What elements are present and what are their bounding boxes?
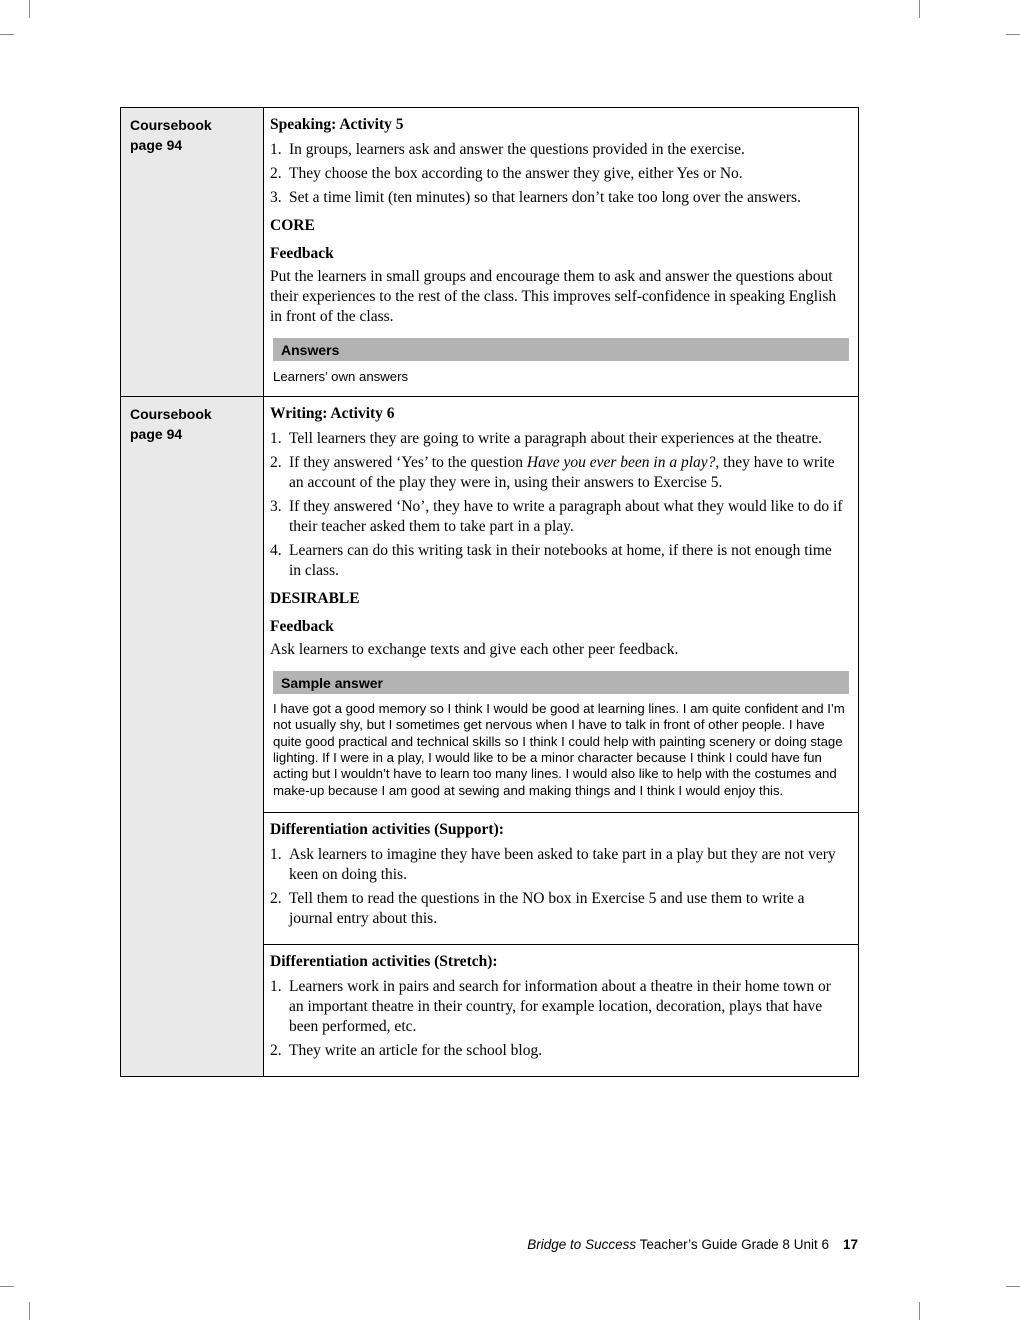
list-text: Tell learners they are going to write a paragraph about their experiences at the theatre.	[289, 430, 822, 447]
list-item	[270, 453, 849, 493]
activity-5-cell	[264, 108, 858, 397]
activity-5-section	[264, 108, 858, 396]
activity-heading: Speaking: Activity 5	[270, 116, 404, 133]
crop-mark	[0, 34, 14, 35]
crop-mark	[1006, 1286, 1020, 1287]
list-text: Set a time limit (ten minutes) so that learners don’t take too long over the answers.	[289, 188, 801, 206]
list-number: 4.	[270, 541, 282, 559]
feedback-text: Put the learners in small groups and encourage them to ask and answer the questions about their experiences to the rest of the class. This improves self-confidence in speaking English in front of the class.	[270, 267, 837, 325]
list-item	[270, 541, 849, 581]
crop-mark	[29, 0, 30, 18]
activity-6-cell	[264, 397, 858, 1076]
feedback-text: Ask learners to exchange texts and give each other peer feedback.	[270, 640, 679, 658]
list-text: Learners work in pairs and search for information about a theatre in their home town or an important theatre in their country, for example location, decoration, plays that have been performed, etc.	[289, 977, 831, 1035]
differentiation-stretch-section	[264, 944, 858, 1076]
list-item	[270, 429, 849, 449]
page-footer	[527, 1237, 858, 1252]
list-text: They choose the box according to the answer they give, either Yes or No.	[289, 164, 743, 182]
list-text: Ask learners to imagine they have been asked to take part in a play but they are not very keen on doing this.	[289, 845, 836, 883]
crop-mark	[29, 1302, 30, 1320]
list-item	[270, 977, 849, 1037]
desirable-label: DESIRABLE	[270, 589, 360, 607]
list-text: Tell them to read the questions in the NO box in Exercise 5 and use them to write a journal entry about this.	[289, 889, 805, 927]
list-number: 2.	[270, 453, 282, 471]
list-number: 1.	[270, 430, 282, 447]
book-title: Bridge to Success	[527, 1237, 637, 1252]
activity-6-section	[264, 397, 858, 812]
list-number: 2.	[270, 889, 282, 907]
list-item	[270, 164, 849, 184]
sample-answer-text: I have got a good memory so I think I would be good at learning lines. I am quite confident and I’m not usually shy, but I sometimes get nervous when I have to talk in front of other people. I have quite good practical and technical skills so I think I could help with painting scenery or doing stage lighting. If I were in a play, I would like to be a minor character because I think I could have fun acting but I wouldn’t have to learn too many lines. I would also like to help with the costumes and make-up because I am good at sewing and making things and I think I would enjoy this.	[273, 700, 845, 798]
crop-mark	[919, 1302, 920, 1320]
core-label: CORE	[270, 216, 315, 234]
coursebook-page: page 94	[130, 136, 183, 153]
list-item	[270, 188, 849, 208]
list-item	[270, 845, 849, 885]
coursebook-label: Coursebook	[130, 406, 212, 423]
list-item	[270, 889, 849, 929]
list-item	[270, 497, 849, 537]
crop-mark	[0, 1286, 14, 1287]
feedback-heading: Feedback	[270, 244, 334, 262]
list-text: They write an article for the school blog.	[289, 1041, 543, 1059]
list-number: 1.	[270, 845, 282, 863]
coursebook-label: Coursebook	[130, 117, 212, 133]
support-heading: Differentiation activities (Support):	[270, 821, 504, 838]
feedback-heading: Feedback	[270, 617, 334, 635]
page-number: 17	[842, 1237, 858, 1252]
crop-mark	[919, 0, 920, 18]
sample-answer-bar: Sample answer	[273, 671, 849, 694]
lesson-table	[120, 107, 859, 1077]
question-title-italic: Have you ever been in a play?	[526, 453, 716, 471]
list-number: 2.	[270, 1041, 282, 1059]
list-text: Learners can do this writing task in their notebooks at home, if there is not enough time in class.	[289, 541, 832, 579]
stretch-heading: Differentiation activities (Stretch):	[270, 952, 498, 970]
crop-mark	[1006, 34, 1020, 35]
coursebook-ref-row1	[121, 108, 264, 397]
answers-bar: Answers	[273, 338, 849, 361]
coursebook-ref-row2	[121, 397, 264, 1076]
list-item	[270, 140, 849, 160]
activity-heading: Writing: Activity 6	[270, 405, 395, 423]
answers-text: Learners’ own answers	[273, 368, 409, 384]
footer-text: Teacher’s Guide Grade 8 Unit 6	[636, 1237, 829, 1252]
list-number: 3.	[270, 188, 282, 206]
list-text: If they answered ‘Yes’ to the question Have you ever been in a play?, they have to write an account of the play they were in, using their answers to Exercise 5.	[289, 453, 835, 491]
list-text: If they answered ‘No’, they have to write a paragraph about what they would like to do if their teacher asked them to take part in a play.	[289, 497, 843, 535]
differentiation-support-section	[264, 812, 858, 944]
list-text: In groups, learners ask and answer the questions provided in the exercise.	[289, 140, 745, 158]
coursebook-page: page 94	[130, 425, 183, 442]
list-number: 1.	[270, 977, 282, 995]
list-number: 2.	[270, 164, 282, 182]
list-number: 1.	[270, 140, 282, 158]
list-number: 3.	[270, 497, 282, 515]
list-item	[270, 1041, 849, 1061]
